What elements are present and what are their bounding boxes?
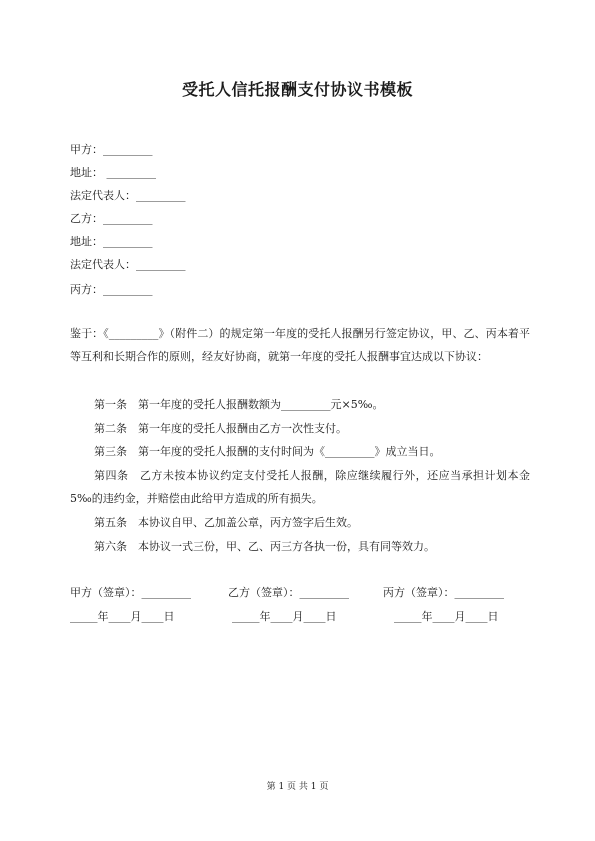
clause-6: 第六条 本协议一式三份，甲、乙、丙三方各执一份，具有同等效力。: [94, 540, 435, 553]
signature-party-b: 乙方（签章）：_________: [228, 586, 349, 599]
signature-date-a: _____年____月____日: [70, 610, 175, 623]
party-a-address-line: 地址： _________: [70, 166, 156, 179]
signature-party-a: 甲方（签章）：_________: [70, 586, 191, 599]
clause-2: 第二条 第一年度的受托人报酬由乙方一次性支付。: [94, 422, 347, 435]
party-c-line: 丙方：_________: [70, 283, 153, 296]
party-b-line: 乙方：_________: [70, 212, 153, 225]
party-a-representative-line: 法定代表人：_________: [70, 189, 186, 202]
clause-3: 第三条 第一年度的受托人报酬的支付时间为《_________》成立当日。: [94, 445, 441, 458]
clause-1: 第一条 第一年度的受托人报酬数额为_________元×5‰。: [94, 398, 384, 411]
page-footer: 第 1 页 共 1 页: [266, 782, 329, 792]
page-title: 受托人信托报酬支付协议书模板: [181, 80, 413, 99]
party-a-line: 甲方：_________: [70, 143, 153, 156]
preamble-paragraph: 鉴于：《_________》（附件二）的规定第一年度的受托人报酬另行签定协议，甲、乙、丙本着平等互利和长期合作的原则，经友好协商，就第一年度的受托人报酬事宜达成以下协议：: [70, 327, 530, 363]
clause-5: 第五条 本协议自甲、乙加盖公章，丙方签字后生效。: [94, 516, 358, 529]
party-b-address-line: 地址：_________: [70, 235, 153, 248]
signature-date-b: _____年____月____日: [232, 610, 337, 623]
party-b-representative-line: 法定代表人：_________: [70, 258, 186, 271]
signature-party-c: 丙方（签章）：_________: [383, 586, 504, 599]
signature-date-c: _____年____月____日: [394, 610, 499, 623]
clause-4: 第四条 乙方未按本协议约定支付受托人报酬，除应继续履行外，还应当承担计划本金 5‰的违约金，并赔偿由此给甲方造成的所有损失。: [70, 469, 530, 505]
